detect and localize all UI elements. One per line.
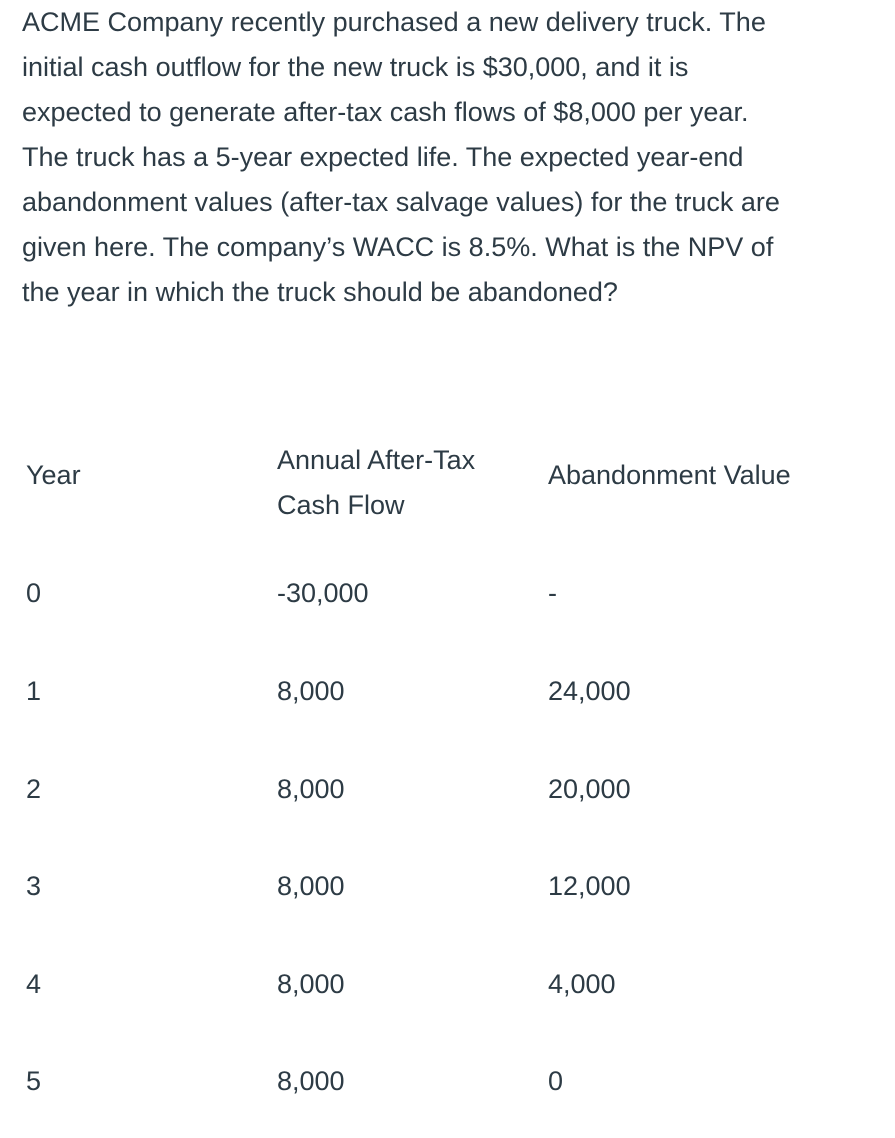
year-cell: 2 xyxy=(26,774,42,804)
header-abandonment-value: Abandonment Value xyxy=(548,460,791,490)
table-row xyxy=(0,676,895,716)
cash-flow-cell: 8,000 xyxy=(277,871,345,901)
abandonment-value-cell: 0 xyxy=(548,1066,564,1096)
cash-flow-cell: 8,000 xyxy=(277,676,345,706)
question-line: the year in which the truck should be abandoned? xyxy=(22,277,618,307)
cash-flow-cell: 8,000 xyxy=(277,969,345,999)
question-line: given here. The company’s WACC is 8.5%. What is the NPV of xyxy=(22,232,774,262)
year-cell: 0 xyxy=(26,578,42,608)
header-cash-flow-line1: Annual After-Tax xyxy=(277,445,476,475)
cash-flow-cell: 8,000 xyxy=(277,774,345,804)
question-line: abandonment values (after-tax salvage values) for the truck are xyxy=(22,187,780,217)
cash-flow-cell: -30,000 xyxy=(277,578,369,608)
question-line: The truck has a 5-year expected life. The expected year-end xyxy=(22,142,744,172)
header-year: Year xyxy=(26,460,81,490)
table-row xyxy=(0,871,895,911)
abandonment-value-cell: 12,000 xyxy=(548,871,631,901)
abandonment-value-cell: 20,000 xyxy=(548,774,631,804)
question-line: initial cash outflow for the new truck is $30,000, and it is xyxy=(22,52,689,82)
header-cash-flow-line2: Cash Flow xyxy=(277,490,405,520)
year-cell: 1 xyxy=(26,676,42,706)
abandonment-value-cell: 4,000 xyxy=(548,969,616,999)
table-row xyxy=(0,578,895,618)
year-cell: 4 xyxy=(26,969,42,999)
table-row xyxy=(0,774,895,814)
abandonment-value-cell: 24,000 xyxy=(548,676,631,706)
year-cell: 5 xyxy=(26,1066,42,1096)
table-row xyxy=(0,1066,895,1106)
question-line: ACME Company recently purchased a new delivery truck. The xyxy=(22,7,766,37)
year-cell: 3 xyxy=(26,871,42,901)
question-line: expected to generate after-tax cash flows of $8,000 per year. xyxy=(22,97,749,127)
cash-flow-cell: 8,000 xyxy=(277,1066,345,1096)
header-cash-flow xyxy=(277,438,475,528)
abandonment-value-cell: - xyxy=(548,578,557,608)
question-text xyxy=(22,0,882,315)
table-row xyxy=(0,969,895,1009)
